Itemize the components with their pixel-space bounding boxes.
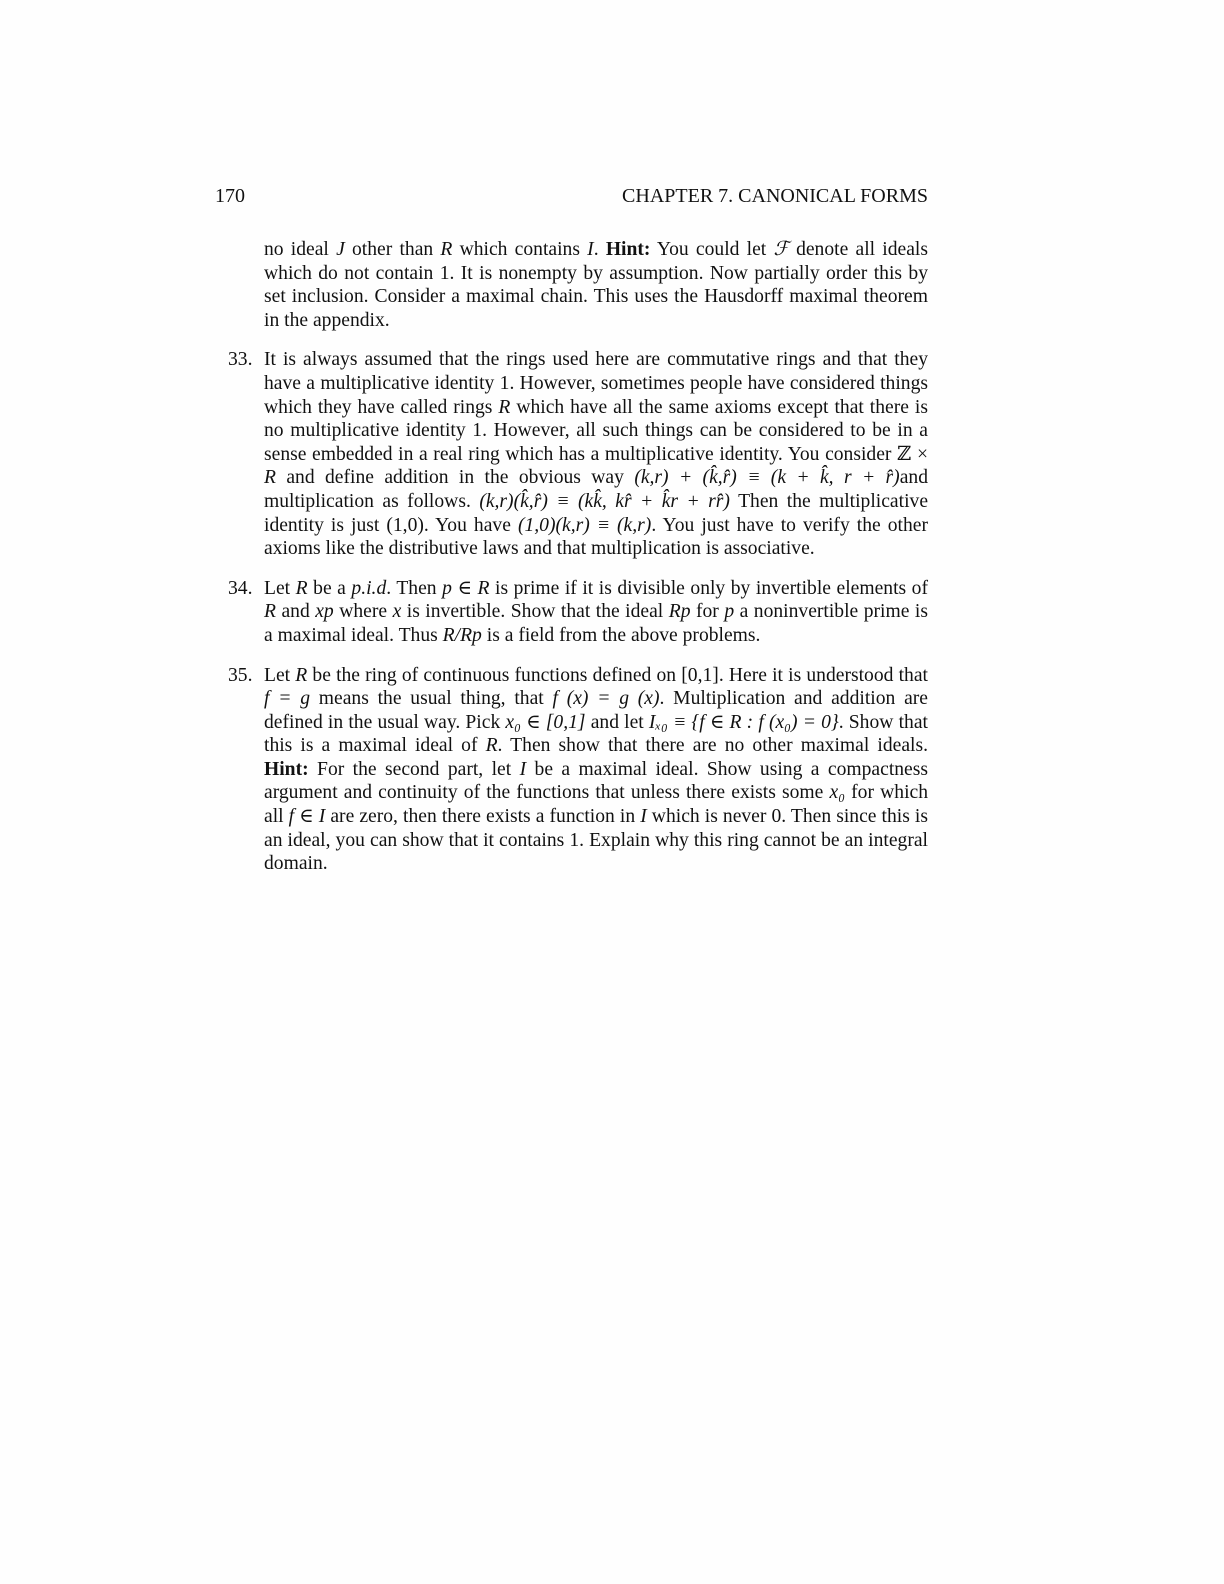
problem-text: It is always assumed that the rings used here are commutative rings and that they have a multiplicative identity 1. However, sometimes people have considered things which they have called rings R which have all the same axioms except that there is no multiplicative identity 1. However, all such things can be considered to be in a sense embedded in a real ring which has a multiplicative identity. You consider ℤ × R and define addition in the obvious way (k,r) + (k̂,r̂) ≡ (k + k̂, r + r̂)and multiplication as follows. (k,r)(k̂,r̂) ≡ (kk̂, kr̂ + k̂r + rr̂) Then the multiplicative identity is just (1,0). You have (1,0)(k,r) ≡ (k,r). You just have to verify the other axioms like the distributive laws and that multiplication is associative. bbox=[264, 349, 929, 560]
problem-34 bbox=[228, 577, 928, 648]
problem-number: 35. bbox=[228, 664, 253, 686]
problem-text: Let R be a p.i.d. Then p ∈ R is prime if it is divisible only by invertible elements of R and xp where x is invertible. Show that the ideal Rp for p a noninvertible prime is a maximal ideal. Thus R/Rp is a field from the above problems. bbox=[264, 577, 928, 646]
problem-text: Let R be the ring of continuous functions defined on [0,1]. Here it is understood that f = g means the usual thing, that f (x) = g (x). Multiplication and addition are defined in the usual way. Pick x₀ ∈ [0,1] and let Iₓ₀ ≡ {f ∈ R : f (x₀) = 0}. Show that this is a maximal ideal of R. Then show that there are no other maximal ideals. Hint: For the second part, let I be a maximal ideal. Show using a compactness argument and continuity of the functions that unless there exists some x₀ for which all f ∈ I are zero, then there exists a function in I which is never 0. Then since this is an ideal, you can show that it contains 1. Explain why this ring cannot be an integral domain. bbox=[264, 664, 929, 875]
problem-number: 33. bbox=[228, 349, 253, 371]
body-text bbox=[228, 238, 929, 892]
continuation-paragraph: no ideal J other than R which contains I. Hint: You could let ℱ denote all ideals which do not contain 1. It is nonempty by assumption. Now partially order this by set inclusion. Consider a maximal chain. This uses the Hausdorff maximal theorem in the appendix. bbox=[264, 239, 928, 331]
hint-label: Hint: bbox=[264, 758, 309, 780]
math-addition: (k,r) + (k̂,r̂) ≡ (k + k̂, r + r̂) bbox=[634, 467, 900, 489]
problem-number: 34. bbox=[228, 577, 253, 599]
problem-33 bbox=[228, 348, 929, 560]
math-multiplication: (k,r)(k̂,r̂) ≡ (kk̂, kr̂ + k̂r + rr̂) bbox=[479, 490, 730, 512]
math-ideal-definition: Iₓ₀ ≡ {f ∈ R : f (x₀) = 0} bbox=[648, 711, 839, 733]
page-number: 170 bbox=[215, 185, 245, 207]
problem-35 bbox=[228, 664, 929, 876]
running-head: CHAPTER 7. CANONICAL FORMS bbox=[622, 185, 928, 207]
hint-label: Hint: bbox=[605, 239, 651, 260]
